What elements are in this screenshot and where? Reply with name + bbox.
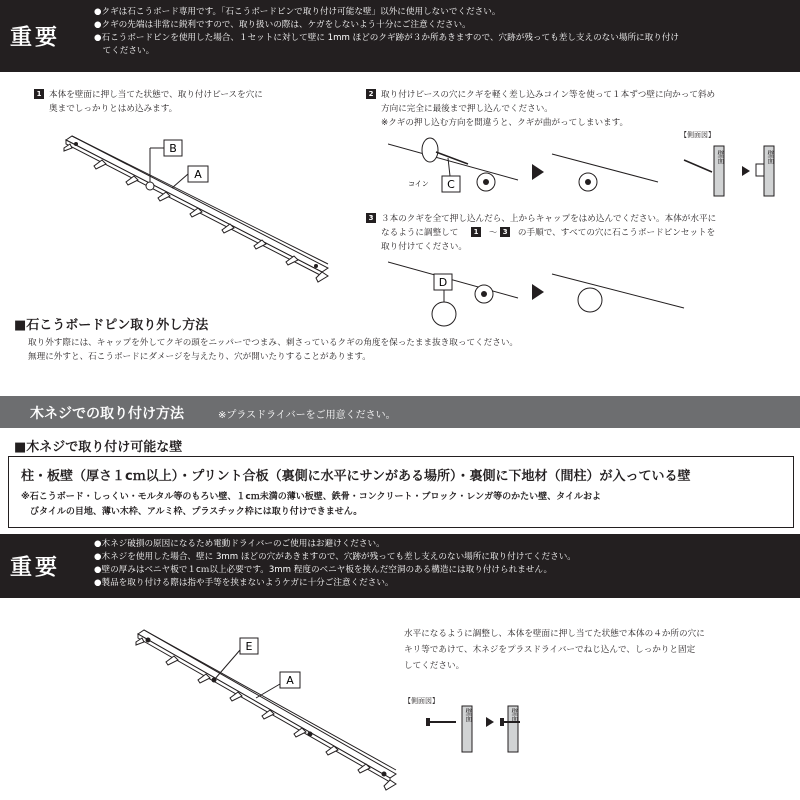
- screw-hole: [146, 638, 151, 643]
- arrow-right-icon: [742, 166, 750, 176]
- screw-section-subtitle: ※プラスドライバーをご用意ください。: [218, 410, 396, 421]
- mount-piece: [756, 164, 764, 176]
- screw-instruction-line: 水平になるように調整し、本体を壁面に押し当てた状態で本体の４か所の穴に: [404, 629, 705, 639]
- step-ref: 1: [471, 227, 481, 237]
- screw-walls-box: [8, 456, 794, 528]
- important-list: [94, 538, 792, 590]
- nail-icon: [684, 160, 712, 172]
- important-item: ●石こうボードピンを使用した場合、１セットに対して壁に 1mm ほどのクギ跡が３か所あきますので、穴跡が残っても差し支えのない場所に取り付け: [94, 33, 680, 43]
- wall-label: 壁面: [465, 708, 473, 722]
- wall-label: 壁面: [767, 150, 775, 164]
- step-number: 1: [34, 89, 44, 99]
- side-view-label: 【側面図】: [404, 697, 439, 705]
- wall-label: 壁面: [717, 150, 725, 164]
- step3-line: 取り付けてください。: [381, 242, 467, 252]
- side-view-diagram: [680, 140, 790, 200]
- callout-e-label: E: [245, 640, 253, 653]
- hook-rail: [138, 630, 396, 782]
- hooks: [64, 144, 328, 282]
- important-box-screw: [0, 534, 800, 598]
- mount-piece-hole: [481, 291, 487, 297]
- step3-illustration: [388, 254, 688, 334]
- wall-line: [552, 154, 658, 182]
- screw-section-bar: [0, 396, 800, 428]
- wall-line: [552, 274, 684, 308]
- screw-rail-illustration: [130, 628, 410, 793]
- step3-line: の手順で、すべての穴に石こうボードピンセットを: [517, 228, 716, 238]
- screw-walls-note: [21, 490, 601, 520]
- step-number: 2: [366, 89, 376, 99]
- step1-illustration: [60, 130, 340, 290]
- step-number: 3: [366, 213, 376, 223]
- step2-line: 方向に完全に最後まで押し込んでください。: [381, 104, 553, 114]
- screw-instruction-line: キリ等であけて、木ネジをプラスドライバーでねじ込んで、しっかりと固定: [404, 645, 696, 655]
- step1-line: 奥までしっかりとはめ込みます。: [49, 104, 178, 114]
- wall-label: 壁面: [511, 708, 519, 722]
- step-ref: 3: [500, 227, 510, 237]
- removal-line: 無理に外すと、石こうボードにダメージを与えたり、穴が開いたりすることがあります。: [28, 352, 371, 362]
- arrow-right-icon: [532, 164, 544, 180]
- mount-piece: [146, 182, 154, 190]
- tilde: ～: [488, 228, 498, 238]
- removal-line: 取り外す際には、キャップを外してクギの頭をニッパーでつまみ、刺さっているクギの角度を保ったまま抜き取ってください。: [28, 338, 519, 348]
- important-item: ●壁の厚みはベニヤ板で１cｍ以上必要です。3mm 程度のベニヤ板を挟んだ空洞のある構造には取り付けられません。: [94, 565, 553, 575]
- step3-line: ３本のクギを全て押し込んだら、上からキャップをはめ込んでください。本体が水平に: [381, 214, 717, 224]
- hooks: [136, 638, 396, 790]
- important-item: ●クギは石こうボード専用です。「石こうボードピンで取り付け可能な壁」以外に使用しないでください。: [94, 7, 501, 17]
- screw-walls-heading: ■木ネジで取り付け可能な壁: [14, 440, 183, 455]
- mount-hole: [74, 142, 78, 146]
- important-item: ●クギの先端は非常に鋭利ですので、取り扱いの際は、ケガをしないよう十分にご注意ください。: [94, 20, 471, 30]
- wall-line: [388, 144, 518, 180]
- screw-icon: [426, 718, 456, 726]
- mount-hole: [314, 264, 318, 268]
- coin-label: コイン: [408, 180, 429, 188]
- coin-icon: [422, 138, 438, 162]
- arrow-right-icon: [532, 284, 544, 300]
- callout-a-label: A: [194, 168, 202, 181]
- arrow-right-icon: [486, 717, 494, 727]
- step2-line: 取り付けピースの穴にクギを軽く差し込みコイン等を使って１本ずつ壁に向かって斜め: [381, 90, 716, 100]
- important-box-top: [0, 0, 800, 72]
- step1-text: [34, 88, 263, 116]
- step3-line: なるように調整して: [381, 228, 459, 238]
- important-item: てください。: [94, 46, 155, 56]
- screw-hole: [308, 732, 313, 737]
- hook-rail: [66, 136, 328, 276]
- step2-line: ※クギの押し込む方向を間違うと、クギが曲がってしまいます。: [381, 118, 629, 128]
- screw-instruction: [404, 626, 705, 674]
- step3-text: [366, 212, 716, 254]
- side-view-2: [404, 694, 534, 754]
- important-title: 重要: [10, 25, 61, 51]
- screw-walls-note-line: ※石こうボード・しっくい・モルタル等のもろい壁、１cｍ未満の薄い板壁、鉄骨・コンクリート・ブロック・レンガ等のかたい壁、タイルおよ: [21, 492, 601, 502]
- screw-walls-main: 柱・板壁（厚さ１cｍ以上）・プリント合板（裏側に水平にサンがある場所）・裏側に下地材（間柱）が入っている壁: [21, 469, 691, 484]
- screw-section-title: 木ネジでの取り付け方法: [30, 406, 184, 422]
- cap-icon: [432, 302, 456, 326]
- mount-piece-hole: [483, 179, 489, 185]
- important-list: [94, 6, 792, 58]
- important-title: 重要: [10, 555, 61, 581]
- important-item: ●木ネジ破損の原因になるため電動ドライバーのご使用はお避けください。: [94, 539, 385, 549]
- screw-walls-note-line: びタイルの目地、薄い木枠、アルミ枠、プラスチック枠には取り付けできません。: [21, 507, 363, 517]
- callout-c-label: C: [447, 178, 455, 191]
- side-view-label: 【側面図】: [680, 131, 715, 139]
- callout-line-a2: [256, 684, 280, 698]
- step1-line: 本体を壁面に押し当てた状態で、取り付けピースを穴に: [49, 90, 263, 100]
- removal-heading: ■石こうボードピン取り外し方法: [14, 318, 209, 333]
- callout-a2-label: A: [286, 674, 294, 687]
- step2-text: [366, 88, 715, 130]
- cap-icon: [578, 288, 602, 312]
- wall-line: [388, 262, 518, 298]
- important-item: ●木ネジを使用した場合、壁に 3mm ほどの穴があきますので、穴跡が残っても差し支えのない場所に取り付けてください。: [94, 552, 576, 562]
- removal-text: [28, 336, 518, 364]
- screw-instruction-line: してください。: [404, 661, 465, 671]
- callout-d-label: D: [438, 276, 448, 289]
- callout-line-a: [172, 174, 188, 188]
- side-view-1: [680, 128, 790, 198]
- callout-b-label: B: [169, 142, 177, 155]
- mount-piece-hole: [585, 179, 591, 185]
- callout-line-e: [214, 650, 240, 680]
- screw-hole: [382, 772, 387, 777]
- important-item: ●製品を取り付ける際は指や手等を挟まないようケガに十分ご注意ください。: [94, 578, 394, 588]
